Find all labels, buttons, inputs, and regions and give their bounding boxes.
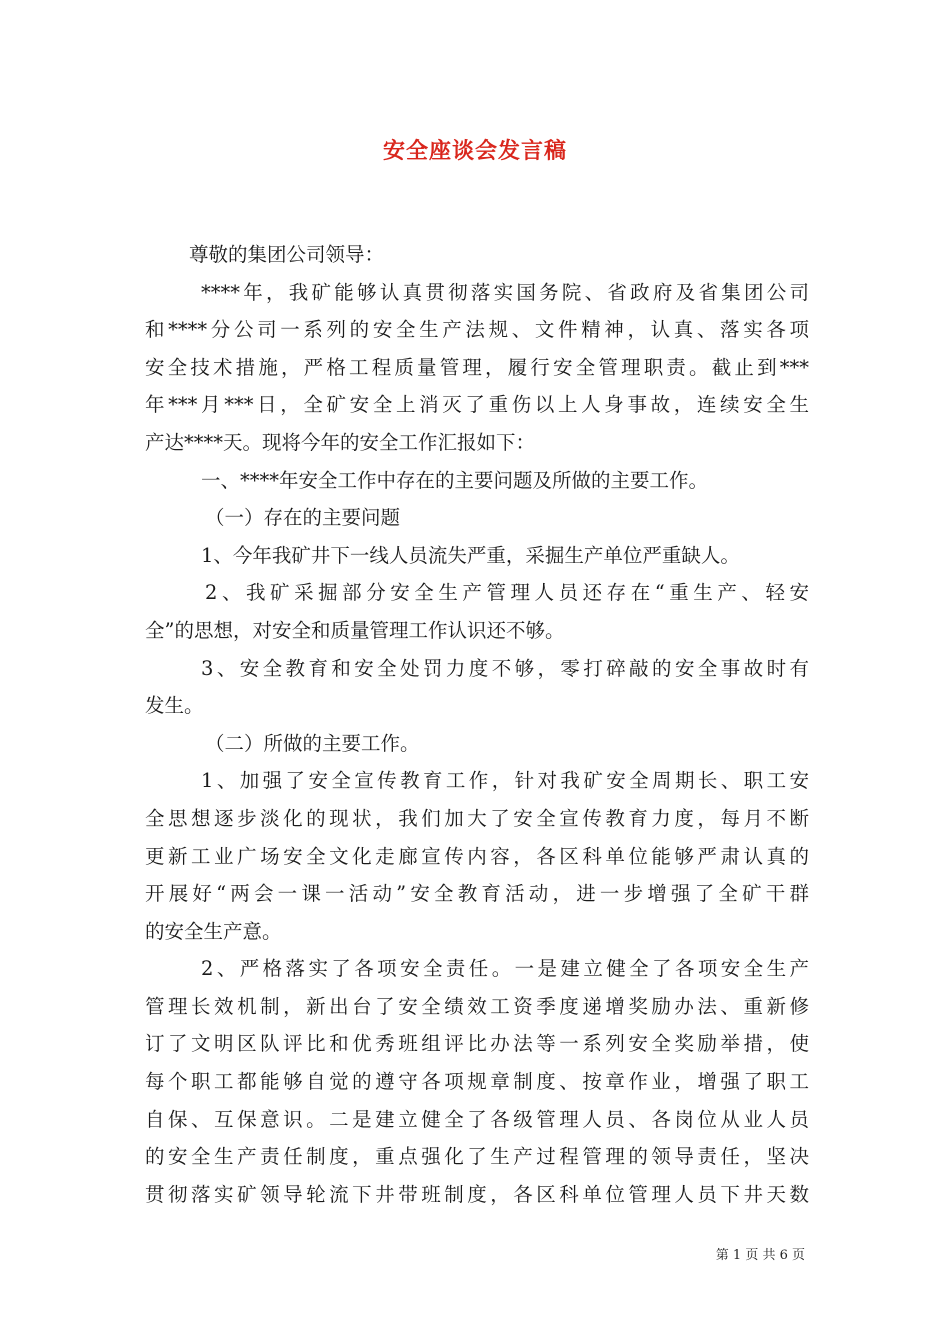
- paragraph-line: 和****分公司一系列的安全生产法规、文件精神，认真、落实各项: [145, 318, 809, 342]
- paragraph-line: ****年，我矿能够认真贯彻落实国务院、省政府及省集团公司: [201, 280, 809, 304]
- paragraph-line: 发生。: [145, 694, 204, 718]
- paragraph-line: 开展好“两会一课一活动”安全教育活动，进一步增强了全矿干群: [145, 882, 809, 906]
- paragraph-line: 1、今年我矿井下一线人员流失严重，采掘生产单位严重缺人。: [201, 543, 740, 567]
- paragraph-line: 全”的思想，对安全和质量管理工作认识还不够。: [145, 618, 565, 642]
- document-title: 安全座谈会发言稿: [382, 138, 567, 164]
- paragraph-line: 3、安全教育和安全处罚力度不够，零打碎敲的安全事故时有: [201, 656, 809, 680]
- paragraph-line: 更新工业广场安全文化走廊宣传内容，各区科单位能够严肃认真的: [145, 844, 809, 868]
- paragraph-line: 2、我矿采掘部分安全生产管理人员还存在“重生产、轻安: [205, 581, 809, 605]
- paragraph-line: 全思想逐步淡化的现状，我们加大了安全宣传教育力度，每月不断: [145, 806, 809, 830]
- paragraph-line: 的安全生产意。: [145, 919, 282, 943]
- paragraph-line: 2、严格落实了各项安全责任。一是建立健全了各项安全生产: [201, 957, 809, 981]
- paragraph-line: 安全技术措施，严格工程质量管理，履行安全管理职责。截止到***: [145, 355, 809, 379]
- paragraph-line: 贯彻落实矿领导轮流下井带班制度，各区科单位管理人员下井天数: [145, 1182, 809, 1206]
- subsection-heading: （一）存在的主要问题: [205, 506, 401, 530]
- paragraph-line: 每个职工都能够自觉的遵守各项规章制度、按章作业，增强了职工: [145, 1070, 809, 1094]
- salutation-line: 尊敬的集团公司领导：: [189, 243, 385, 266]
- subsection-heading: （二）所做的主要工作。: [205, 731, 420, 755]
- page-number: 第 1 页 共 6 页: [715, 1248, 805, 1263]
- paragraph-line: 年***月***日，全矿安全上消灭了重伤以上人身事故，连续安全生: [145, 393, 809, 417]
- paragraph-line: 管理长效机制，新出台了安全绩效工资季度递增奖励办法、重新修: [145, 994, 809, 1018]
- paragraph-line: 订了文明区队评比和优秀班组评比办法等一系列安全奖励举措，使: [145, 1032, 809, 1056]
- section-heading: 一、****年安全工作中存在的主要问题及所做的主要工作。: [201, 468, 709, 492]
- paragraph-line: 自保、互保意识。二是建立健全了各级管理人员、各岗位从业人员: [145, 1107, 809, 1131]
- document-body: [145, 236, 809, 1213]
- paragraph-line: 1、加强了安全宣传教育工作，针对我矿安全周期长、职工安: [201, 769, 809, 793]
- paragraph-line: 产达****天。现将今年的安全工作汇报如下：: [145, 430, 536, 454]
- paragraph-line: 的安全生产责任制度，重点强化了生产过程管理的领导责任，坚决: [145, 1145, 809, 1169]
